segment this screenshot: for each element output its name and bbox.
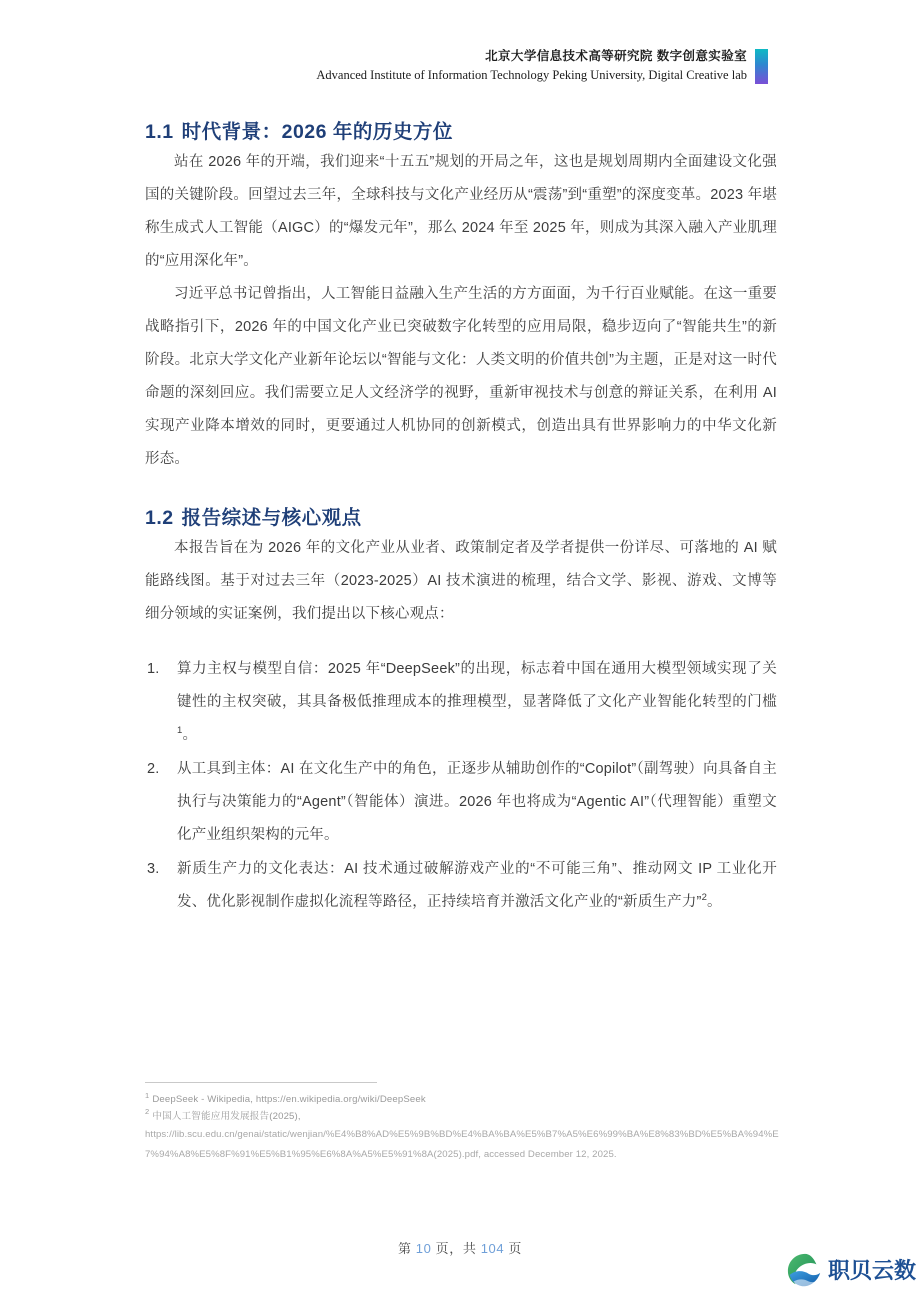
section-title-1-1: 时代背景：2026 年的历史方位 (181, 121, 453, 143)
list-item (145, 853, 777, 919)
paragraph-1-2-a: 本报告旨在为 2026 年的文化产业从业者、政策制定者及学者提供一份详尽、可落地的 AI 赋能路线图。基于对过去三年（2023-2025）AI 技术演进的梳理，结合文学、影视、游戏、文博等细分领域的实证案例，我们提出以下核心观点： (145, 540, 777, 622)
watermark (786, 1252, 916, 1290)
document-header (316, 48, 768, 84)
footnote-text-2: 中国人工智能应用发展报告(2025), (152, 1110, 301, 1122)
section-number-1-2: 1.2 (145, 507, 174, 529)
key-point-text-2: 从工具到主体：AI 在文化生产中的角色，正逐步从辅助创作的“Copilot”（副驾驶）向具备自主执行与决策能力的“Agent”（智能体）演进。2026 年也将成为“Agentic AI”（代理智能）重塑文化产业组织架构的元年。 (177, 761, 777, 843)
footnote-text-1[interactable]: DeepSeek - Wikipedia, https://en.wikipedia.org/wiki/DeepSeek (152, 1094, 426, 1105)
footnote-ref-3[interactable]: 2 (701, 892, 708, 904)
header-institution-cn: 北京大学信息技术高等研究院 数字创意实验室 (485, 49, 747, 63)
footnote-url-line[interactable]: https://lib.scu.edu.cn/genai/static/wenjian/%E4%B8%AD%E5%9B%BD%E4%BA%BA%E5%B7%A5%E6%99%BA%E8%83%BD%E5%BA%94%E7%94%A8%E5%8F%91%E5%B1%95%E6%8A%A5%E5%91%8A(2025).pdf, accessed December 12, 2025. (145, 1129, 779, 1160)
footnote-number-1: 1 (145, 1090, 150, 1100)
footnotes-block (145, 1082, 785, 1165)
wave-circle-logo-icon (786, 1252, 824, 1290)
section-title-1-2: 报告综述与核心观点 (181, 507, 362, 529)
footnote-ref-1[interactable]: 1 (177, 725, 183, 737)
key-point-tail-1: 。 (182, 727, 198, 743)
list-item (145, 653, 777, 752)
section-heading-1-1 (145, 118, 777, 146)
header-text-block (316, 48, 747, 84)
current-page-number: 10 (415, 1241, 432, 1256)
key-point-text-1: 算力主权与模型自信：2025 年“DeepSeek”的出现，标志着中国在通用大模型领域实现了关键性的主权突破，其具备极低推理成本的推理模型，显著降低了文化产业智能化转型的门槛 (177, 661, 777, 710)
list-item (145, 753, 777, 852)
key-points-list (145, 653, 777, 919)
page-content (145, 118, 777, 920)
key-point-tail-3: 。 (707, 894, 722, 910)
footnote-2 (145, 1109, 785, 1126)
paragraph-1-1-b: 习近平总书记曾指出，人工智能日益融入生产生活的方方面面，为千行百业赋能。在这一重要战略指引下，2026 年的中国文化产业已突破数字化转型的应用局限，稳步迈向了“智能共生”的新阶段。北京大学文化产业新年论坛以“智能与文化：人类文明的价值共创”为主题，正是对这一时代命题的深刻回应。我们需要立足人文经济学的视野，重新审视技术与创意的辩证关系，在利用 AI 实现产业降本增效的同时，更要通过人机协同的创新模式，创造出具有世界影响力的中华文化新形态。 (145, 286, 777, 467)
footnote-number-2: 2 (145, 1107, 150, 1117)
section-heading-1-2 (145, 504, 777, 532)
watermark-text: 职贝云数 (828, 1258, 917, 1283)
header-institution-en: Advanced Institute of Information Technology Peking University, Digital Creative lab (316, 68, 747, 82)
page-footer (0, 1238, 920, 1257)
page-footer-middle: 页，共 (435, 1241, 477, 1256)
page-footer-suffix: 页 (508, 1241, 523, 1256)
total-page-number: 104 (480, 1241, 505, 1256)
page-footer-prefix: 第 (397, 1241, 412, 1256)
section-number-1-1: 1.1 (145, 121, 174, 143)
header-accent-bar (755, 49, 768, 84)
footnote-separator (145, 1082, 377, 1083)
key-point-text-3: 新质生产力的文化表达：AI 技术通过破解游戏产业的“不可能三角”、推动网文 IP 工业化开发、优化影视制作虚拟化流程等路径，正持续培育并激活文化产业的“新质生产力” (177, 861, 777, 910)
paragraph-1-1-a: 站在 2026 年的开端，我们迎来“十五五”规划的开局之年，这也是规划周期内全面建设文化强国的关键阶段。回望过去三年，全球科技与文化产业经历从“震荡”到“重塑”的深度变革。2023 年堪称生成式人工智能（AIGC）的“爆发元年”，那么 2024 年至 2025 年，则成为其深入融入产业肌理的“应用深化年”。 (145, 154, 777, 269)
footnote-1 (145, 1092, 785, 1109)
